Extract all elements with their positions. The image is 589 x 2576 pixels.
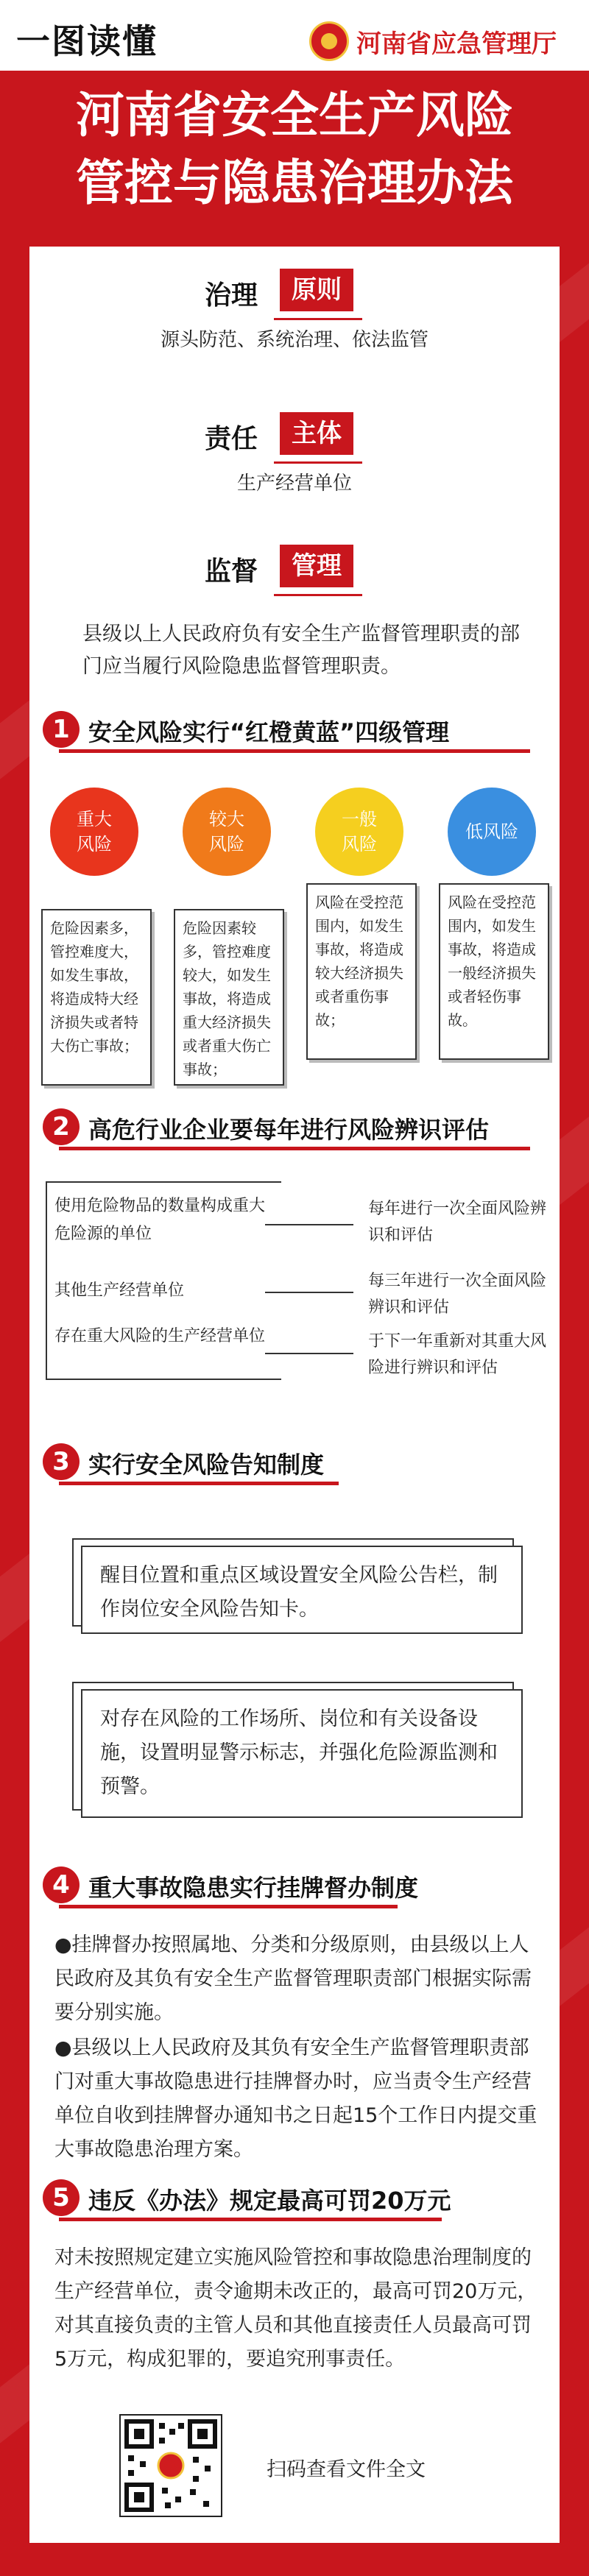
section-number-badge: 5 xyxy=(43,2179,80,2216)
qr-code[interactable] xyxy=(119,2414,222,2517)
section-underline xyxy=(59,1147,530,1150)
pillar-tag: 主体 xyxy=(280,412,353,455)
header-bar xyxy=(0,0,589,71)
notice-box: 对存在风险的工作场所、岗位和有关设备设施，设置明显警示标志，并强化危险源监测和预警。 xyxy=(81,1689,523,1818)
connector-line xyxy=(265,1292,353,1293)
pillar-word: 责任 xyxy=(205,424,258,454)
pillar-responsibility xyxy=(29,412,560,495)
scan-instruction: 扫码查看文件全文 xyxy=(267,2458,426,2481)
national-emblem-icon xyxy=(309,21,349,61)
pillar-word: 治理 xyxy=(205,280,258,311)
connector-line xyxy=(265,1353,353,1354)
bullet-paragraph: ●挂牌督办按照属地、分类和分级原则，由县级以上人民政府及其负有安全生产监督管理职责部门根据实际需要分别实施。 xyxy=(54,1933,532,2024)
entity-item: 使用危险物品的数量构成重大危险源的单位 xyxy=(54,1197,266,1243)
pillar-word: 监督 xyxy=(205,556,258,587)
risk-desc-yellow: 风险在受控范围内，如发生事故，将造成较大经济损失或者重伤事故； xyxy=(306,883,417,1060)
page-title xyxy=(0,81,589,216)
section-number-badge: 1 xyxy=(43,711,80,748)
risk-level-orange: 较大 风险 xyxy=(183,788,271,876)
pillar-tag: 管理 xyxy=(280,545,353,587)
section-underline xyxy=(59,1482,339,1485)
pillar-governance xyxy=(29,269,560,352)
section-number-badge: 4 xyxy=(43,1866,80,1903)
section-title: 安全风险实行“红橙黄蓝”四级管理 xyxy=(88,718,450,746)
section-number-badge: 3 xyxy=(43,1443,80,1480)
section-5-header xyxy=(29,2175,560,2219)
penalty-paragraph: 对未按照规定建立实施风险管控和事故隐患治理制度的生产经营单位，责令逾期未改正的，最高可罚20万元，对其直接负责的主管人员和其他直接责任人员最高可罚5万元，构成犯罪的，要追究刑事责任。 xyxy=(54,2246,537,2371)
risk-level-yellow: 一般 风险 xyxy=(315,788,403,876)
section-1-header xyxy=(29,707,560,751)
section-4-header xyxy=(29,1862,560,1906)
section-title: 实行安全风险告知制度 xyxy=(88,1451,325,1479)
supervision-text: 县级以上人民政府负有安全生产监督管理职责的部门应当履行风险隐患监督管理职责。 xyxy=(82,623,520,678)
pillar-tag: 原则 xyxy=(280,269,353,311)
org-name: 河南省应急管理厅 xyxy=(356,29,557,59)
section-underline xyxy=(59,749,530,753)
frequency-item: 每三年进行一次全面风险辨识和评估 xyxy=(368,1272,547,1317)
title-line-1: 河南省安全生产风险 xyxy=(76,86,513,144)
section-3-header xyxy=(29,1439,560,1483)
notice-box: 醒目位置和重点区域设置安全风险公告栏，制作岗位安全风险告知卡。 xyxy=(81,1546,523,1634)
connector-line xyxy=(265,1224,353,1225)
section-number-badge: 2 xyxy=(43,1108,80,1145)
risk-desc-orange: 危险因素较多，管控难度较大，如发生事故，将造成重大经济损失或者重大伤亡事故； xyxy=(174,909,284,1086)
entity-item: 其他生产经营单位 xyxy=(54,1281,185,1300)
pillar-body: 生产经营单位 xyxy=(236,473,352,495)
risk-level-red: 重大 风险 xyxy=(50,788,138,876)
section-title: 违反《办法》规定最高可罚20万元 xyxy=(88,2187,451,2215)
frequency-item: 于下一年重新对其重大风险进行辨识和评估 xyxy=(368,1332,547,1377)
risk-level-blue: 低风险 xyxy=(448,788,536,876)
bullet-paragraph: ●县级以上人民政府及其负有安全生产监督管理职责部门对重大事故隐患进行挂牌督办时，应当责令生产经营单位自收到挂牌督办通知书之日起15个工作日内提交重大事故隐患治理方案。 xyxy=(54,2037,537,2161)
brand-tagline: 一图读懂 xyxy=(16,21,158,61)
org-brand xyxy=(309,19,574,63)
section-underline xyxy=(59,2218,442,2221)
title-line-2: 管控与隐患治理办法 xyxy=(76,154,513,211)
content-panel xyxy=(29,247,560,2543)
section-title: 重大事故隐患实行挂牌督办制度 xyxy=(88,1874,419,1902)
section-2-header xyxy=(29,1104,560,1148)
section-title: 高危行业企业要每年进行风险辨识评估 xyxy=(88,1116,490,1144)
section-underline xyxy=(59,1905,398,1908)
risk-desc-red: 危险因素多，管控难度大，如发生事故，将造成特大经济损失或者特大伤亡事故； xyxy=(41,909,152,1086)
pillar-supervision xyxy=(29,545,560,593)
risk-desc-blue: 风险在受控范围内，如发生事故，将造成一般经济损失或者轻伤事故。 xyxy=(439,883,549,1060)
frequency-item: 每年进行一次全面风险辨识和评估 xyxy=(368,1200,547,1245)
entity-item: 存在重大风险的生产经营单位 xyxy=(54,1327,266,1345)
pillar-body: 源头防范、系统治理、依法监管 xyxy=(160,329,428,351)
